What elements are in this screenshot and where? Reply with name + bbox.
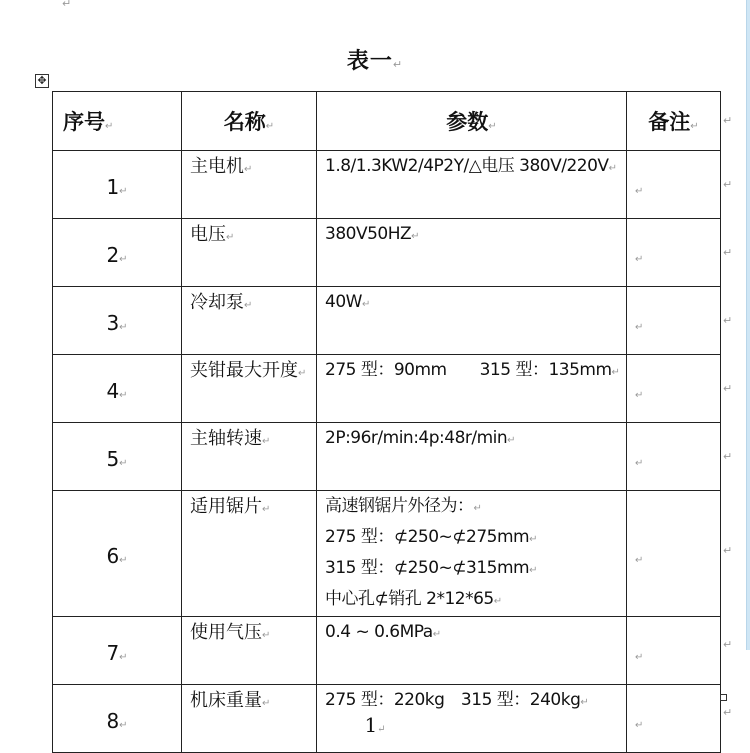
- cell-no[interactable]: 3↵: [53, 287, 182, 355]
- cell-name[interactable]: 电压↵: [182, 219, 317, 287]
- cell-notes[interactable]: ↵: [627, 355, 721, 423]
- cell-params[interactable]: [317, 219, 627, 287]
- param-line: 380V50HZ↵: [325, 224, 420, 244]
- cell-no[interactable]: 2↵: [53, 219, 182, 287]
- header-params: 参数↵: [317, 92, 627, 151]
- cell-params[interactable]: [317, 287, 627, 355]
- table-row: [53, 491, 721, 617]
- cell-no[interactable]: 8↵: [53, 685, 182, 753]
- cell-notes[interactable]: ↵: [627, 287, 721, 355]
- cell-notes[interactable]: ↵: [627, 219, 721, 287]
- table-row: [53, 287, 721, 355]
- param-line: 1.8/1.3KW2/4P2Y/△电压 380V/220V↵: [325, 156, 617, 176]
- cell-no[interactable]: 6↵: [53, 491, 182, 617]
- table-move-handle-icon[interactable]: ✥: [35, 74, 49, 88]
- row-end-mark: ↵: [723, 449, 733, 463]
- cell-name[interactable]: 主轴转速↵: [182, 423, 317, 491]
- cell-name[interactable]: 机床重量↵: [182, 685, 317, 753]
- row-end-mark: ↵: [723, 543, 733, 557]
- cell-params[interactable]: [317, 491, 627, 617]
- param-line: 40W↵: [325, 292, 370, 312]
- cell-no[interactable]: 5↵: [53, 423, 182, 491]
- cell-params[interactable]: [317, 355, 627, 423]
- header-notes: 备注↵: [627, 92, 721, 151]
- cell-params[interactable]: [317, 423, 627, 491]
- table-row: [53, 151, 721, 219]
- cell-no[interactable]: 4↵: [53, 355, 182, 423]
- table-title: [0, 44, 750, 75]
- param-line: 2P:96r/min:4p:48r/min↵: [325, 428, 516, 448]
- table-resize-handle[interactable]: [720, 694, 727, 701]
- page-number: 1↵: [364, 713, 386, 737]
- paragraph-mark: ↵: [62, 0, 72, 10]
- param-line: 0.4 ~ 0.6MPa↵: [325, 622, 441, 642]
- row-end-mark: ↵: [723, 313, 733, 327]
- cell-notes[interactable]: ↵: [627, 491, 721, 617]
- cell-name[interactable]: 主电机↵: [182, 151, 317, 219]
- row-end-mark: ↵: [723, 637, 733, 651]
- table-row: [53, 617, 721, 685]
- cell-name[interactable]: 冷却泵↵: [182, 287, 317, 355]
- paragraph-mark: ↵: [392, 58, 404, 71]
- right-margin-rule: [746, 0, 750, 650]
- row-end-mark: ↵: [723, 381, 733, 395]
- param-line: 275 型：⊄250~⊄275mm↵: [325, 527, 537, 547]
- cell-notes[interactable]: ↵: [627, 617, 721, 685]
- row-end-mark: ↵: [723, 245, 733, 259]
- cell-no[interactable]: 7↵: [53, 617, 182, 685]
- cell-no[interactable]: 1↵: [53, 151, 182, 219]
- param-line: 275 型：90mm 315 型：135mm↵: [325, 360, 620, 380]
- param-line: 高速钢锯片外径为：↵: [325, 496, 482, 516]
- param-line: 275 型：220kg 315 型：240kg↵: [325, 690, 589, 710]
- cell-name[interactable]: 适用锯片↵: [182, 491, 317, 617]
- cell-params[interactable]: [317, 617, 627, 685]
- param-line: 315 型：⊄250~⊄315mm↵: [325, 558, 537, 578]
- table-row: [53, 219, 721, 287]
- row-end-mark: ↵: [723, 177, 733, 191]
- cell-notes[interactable]: ↵: [627, 151, 721, 219]
- table-row: [53, 355, 721, 423]
- table-title-text: 表一: [346, 49, 393, 74]
- header-no: 序号↵: [53, 92, 182, 151]
- header-name: 名称↵: [182, 92, 317, 151]
- param-line: 中心孔⊄销孔 2*12*65↵: [325, 589, 502, 609]
- cell-params[interactable]: [317, 151, 627, 219]
- row-end-mark: ↵: [723, 705, 733, 719]
- spec-table: [52, 91, 721, 753]
- table-row: [53, 423, 721, 491]
- cell-name[interactable]: 使用气压↵: [182, 617, 317, 685]
- row-end-mark: ↵: [723, 114, 733, 127]
- cell-notes[interactable]: ↵: [627, 423, 721, 491]
- table-header-row: [53, 92, 721, 151]
- cell-name[interactable]: 夹钳最大开度↵: [182, 355, 317, 423]
- cell-notes[interactable]: ↵: [627, 685, 721, 753]
